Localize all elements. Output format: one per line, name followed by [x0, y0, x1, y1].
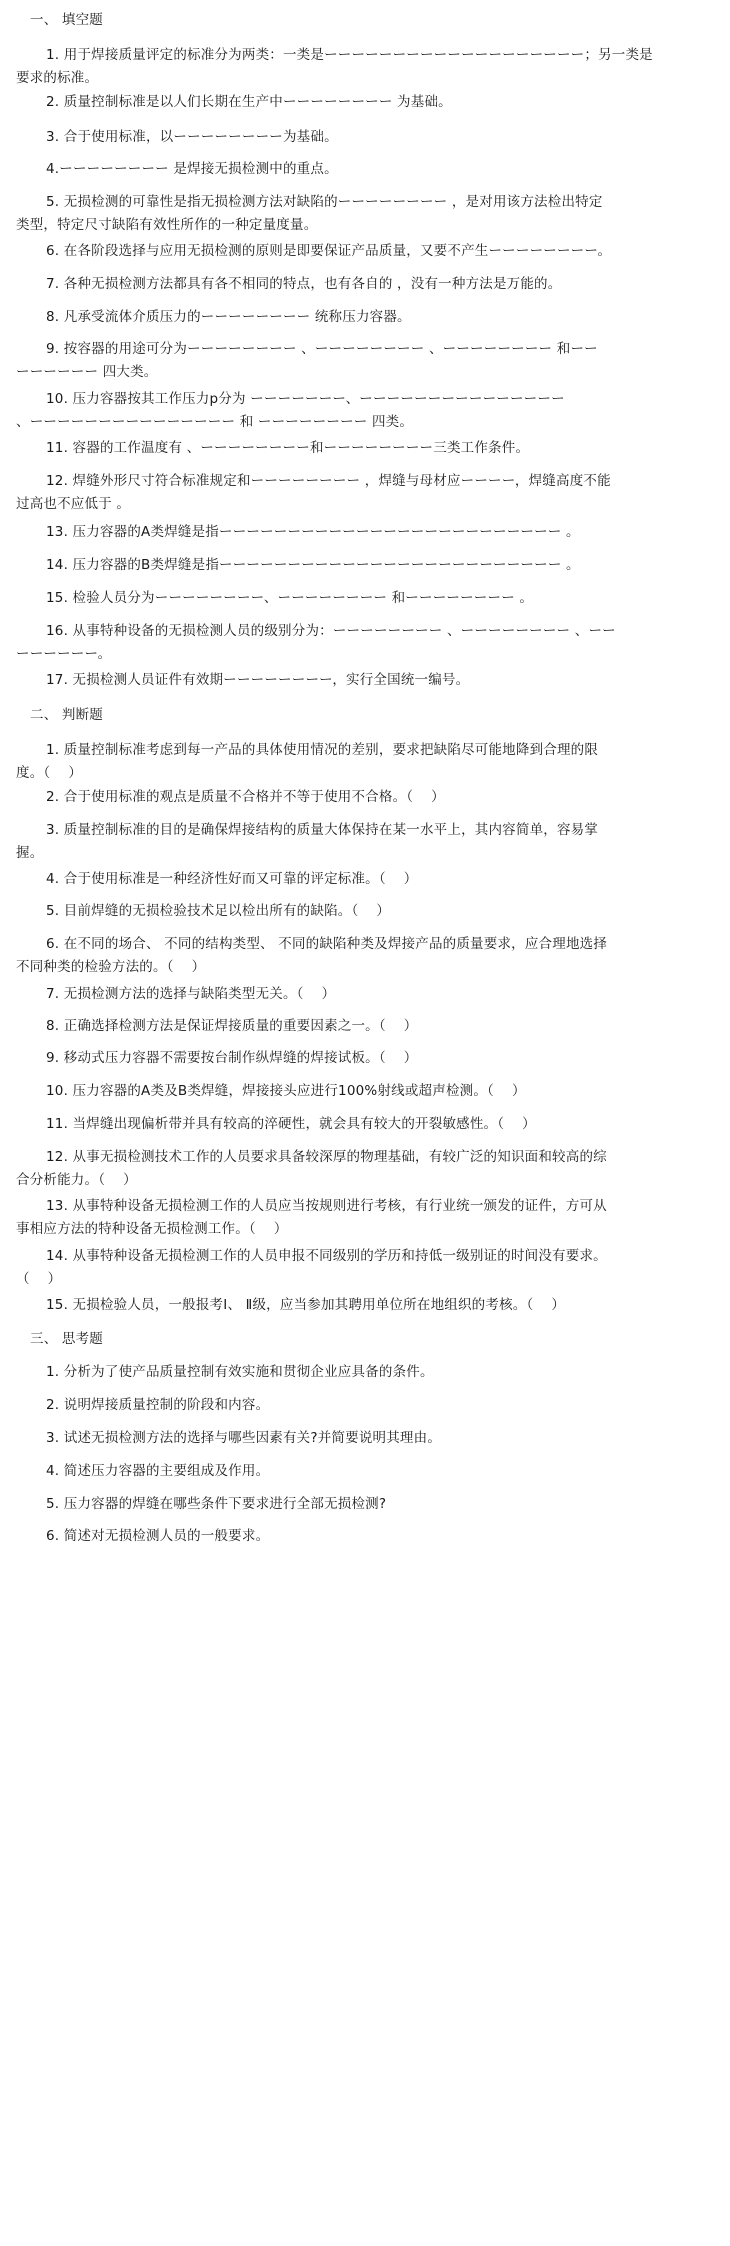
question-item: 12. 焊缝外形尺寸符合标准规定和ーーーーーーーー ，焊缝与母材应ーーーー，焊缝高度不能: [46, 473, 611, 489]
question-item: 13. 压力容器的A类焊缝是指ーーーーーーーーーーーーーーーーーーーーーーーーー 。: [46, 524, 580, 540]
question-item: 4.ーーーーーーーー 是焊接无损检测中的重点。: [46, 161, 338, 177]
question-item: 8. 正确选择检测方法是保证焊接质量的重要因素之一。（ ）: [46, 1018, 418, 1034]
question-item: 5. 无损检测的可靠性是指无损检测方法对缺陷的ーーーーーーーー ，是对用该方法检出特定: [46, 194, 603, 210]
question-item: 9. 按容器的用途可分为ーーーーーーーー 、ーーーーーーーー 、ーーーーーーーー 和ーー: [46, 341, 598, 357]
question-item: 10. 压力容器的A类及B类焊缝，焊接接头应进行100%射线或超声检测。（ ）: [46, 1083, 526, 1099]
section-heading: 一、 填空题: [30, 12, 103, 28]
question-item-continuation: ーーーーーー。: [16, 646, 112, 662]
question-item: 13. 从事特种设备无损检测工作的人员应当按规则进行考核，有行业统一颁发的证件，方可从: [46, 1198, 607, 1214]
question-item: 15. 无损检验人员，一般报考Ⅰ、 Ⅱ级，应当参加其聘用单位所在地组织的考核。（ ）: [46, 1297, 566, 1313]
question-item: 3. 试述无损检测方法的选择与哪些因素有关?并简要说明其理由。: [46, 1430, 442, 1446]
question-item: 4. 合于使用标准是一种经济性好而又可靠的评定标准。（ ）: [46, 871, 418, 887]
question-item: 14. 从事特种设备无损检测工作的人员申报不同级别的学历和持低一级别证的时间没有要求。: [46, 1248, 607, 1264]
question-item: 15. 检验人员分为ーーーーーーーー、ーーーーーーーー 和ーーーーーーーー 。: [46, 590, 534, 606]
question-item-continuation: 类型，特定尺寸缺陷有效性所作的一种定量度量。: [16, 217, 318, 233]
question-item: 10. 压力容器按其工作压力p分为 ーーーーーーー、ーーーーーーーーーーーーーーー: [46, 391, 565, 407]
question-item: 2. 合于使用标准的观点是质量不合格并不等于使用不合格。（ ）: [46, 789, 445, 805]
question-item: 17. 无损检测人员证件有效期ーーーーーーーー，实行全国统一编号。: [46, 672, 470, 688]
question-item: 8. 凡承受流体介质压力的ーーーーーーーー 统称压力容器。: [46, 309, 411, 325]
question-item-continuation: 过高也不应低于 。: [16, 496, 131, 512]
section-heading: 二、 判断题: [30, 707, 103, 723]
question-item: 2. 说明焊接质量控制的阶段和内容。: [46, 1397, 270, 1413]
question-item-continuation: 握。: [16, 845, 44, 861]
question-item: 14. 压力容器的B类焊缝是指ーーーーーーーーーーーーーーーーーーーーーーーーー 。: [46, 557, 580, 573]
question-item: 16. 从事特种设备的无损检测人员的级别分为：ーーーーーーーー 、ーーーーーーーー 、ーー: [46, 623, 616, 639]
question-item: 11. 容器的工作温度有 、ーーーーーーーー和ーーーーーーーー三类工作条件。: [46, 440, 530, 456]
question-item: 12. 从事无损检测技术工作的人员要求具备较深厚的物理基础，有较广泛的知识面和较高的综: [46, 1149, 607, 1165]
question-item: 7. 无损检测方法的选择与缺陷类型无关。（ ）: [46, 986, 336, 1002]
question-item-continuation: 要求的标准。: [16, 70, 99, 86]
question-item: 1. 用于焊接质量评定的标准分为两类：一类是ーーーーーーーーーーーーーーーーーーー；另一类是: [46, 47, 653, 63]
question-item: 6. 在各阶段选择与应用无损检测的原则是即要保证产品质量，又要不产生ーーーーーーーー。: [46, 243, 612, 259]
question-item: 1. 质量控制标准考虑到每一产品的具体使用情况的差别，要求把缺陷尽可能地降到合理的限: [46, 742, 599, 758]
question-item-continuation: 合分析能力。（ ）: [16, 1172, 137, 1188]
question-item: 5. 压力容器的焊缝在哪些条件下要求进行全部无损检测?: [46, 1496, 387, 1512]
question-item-continuation: 度。（ ）: [16, 765, 83, 781]
question-item: 1. 分析为了使产品质量控制有效实施和贯彻企业应具备的条件。: [46, 1364, 434, 1380]
question-item-continuation: 不同种类的检验方法的。（ ）: [16, 959, 206, 975]
question-item: 2. 质量控制标准是以人们长期在生产中ーーーーーーーー 为基础。: [46, 94, 452, 110]
question-item: 9. 移动式压力容器不需要按台制作纵焊缝的焊接试板。（ ）: [46, 1050, 418, 1066]
question-item-continuation: 事相应方法的特种设备无损检测工作。（ ）: [16, 1221, 288, 1237]
question-item: 6. 简述对无损检测人员的一般要求。: [46, 1528, 270, 1544]
question-item-continuation: 、ーーーーーーーーーーーーーーー 和 ーーーーーーーー 四类。: [16, 414, 414, 430]
question-item-continuation: （ ）: [16, 1271, 62, 1287]
question-item-continuation: ーーーーーー 四大类。: [16, 364, 158, 380]
question-item: 7. 各种无损检测方法都具有各不相同的特点，也有各自的 ，没有一种方法是万能的。: [46, 276, 562, 292]
question-item: 5. 目前焊缝的无损检验技术足以检出所有的缺陷。（ ）: [46, 903, 391, 919]
section-heading: 三、 思考题: [30, 1331, 103, 1347]
question-item: 3. 合于使用标准，以ーーーーーーーー为基础。: [46, 129, 338, 145]
question-item: 6. 在不同的场合、 不同的结构类型、 不同的缺陷种类及焊接产品的质量要求，应合理地选择: [46, 936, 608, 952]
question-item: 3. 质量控制标准的目的是确保焊接结构的质量大体保持在某一水平上，其内容简单，容易掌: [46, 822, 599, 838]
question-item: 4. 简述压力容器的主要组成及作用。: [46, 1463, 270, 1479]
question-item: 11. 当焊缝出现偏析带并具有较高的淬硬性，就会具有较大的开裂敏感性。（ ）: [46, 1116, 536, 1132]
